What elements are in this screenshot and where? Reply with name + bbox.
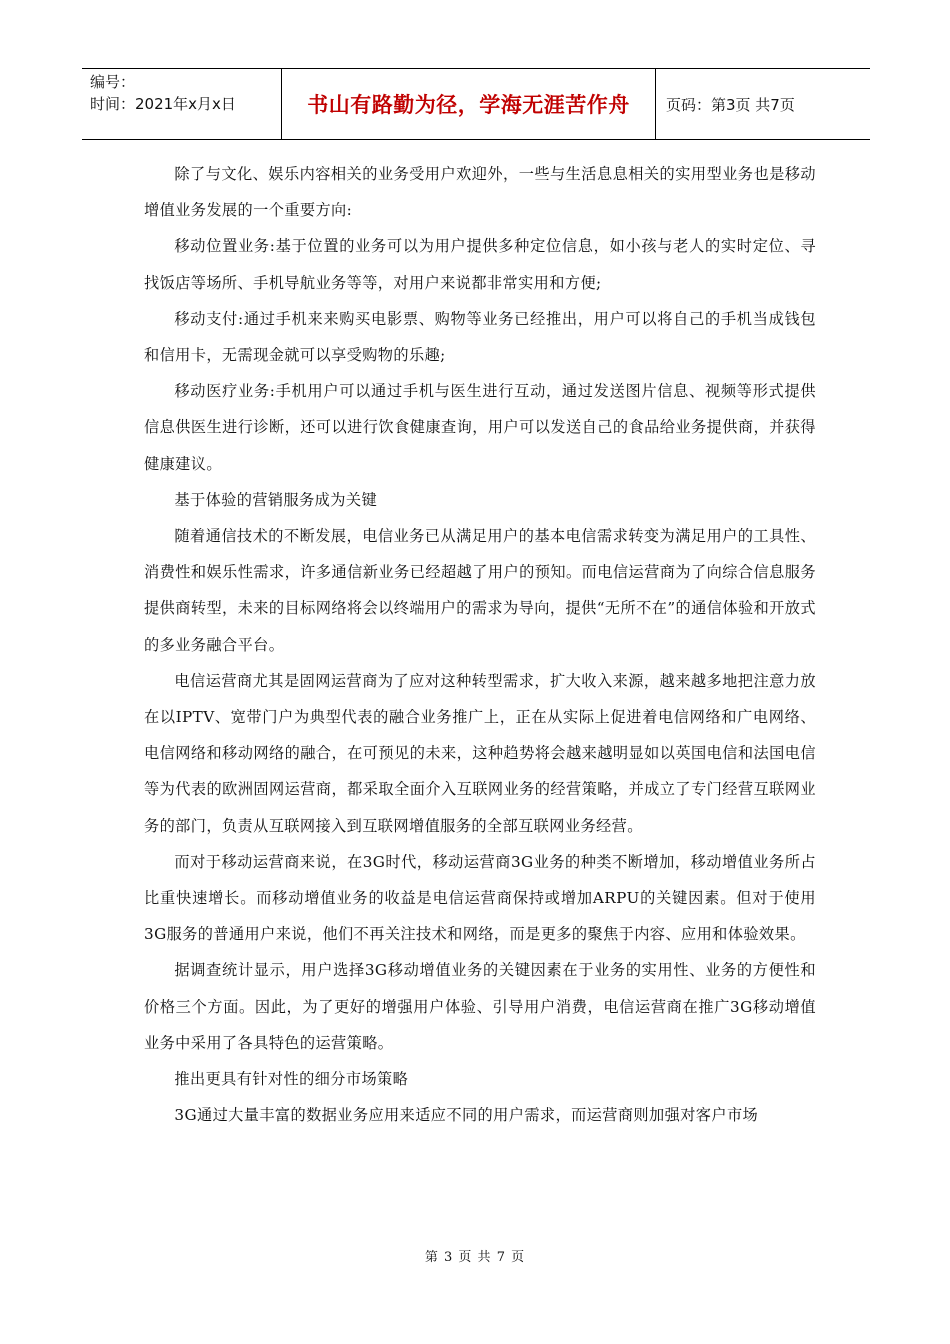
page-code: 页码：第3页 共7页 xyxy=(666,95,795,114)
section-heading: 推出更具有针对性的细分市场策略 xyxy=(174,1070,409,1089)
page-footer xyxy=(0,1246,950,1265)
paragraph: 据调查统计显示，用户选择3G移动增值业务的关键因素在于业务的实用性、业务的方便性和价格三个方面。因此，为了更好的增强用户体验、引导用户消费，电信运营商在推广3G移动增值业务中采用了各具特色的运营策略。 xyxy=(144,961,816,1052)
motto: 书山有路勤为径，学海无涯苦作舟 xyxy=(307,93,630,117)
paragraph: 移动位置业务:基于位置的业务可以为用户提供多种定位信息，如小孩与老人的实时定位、寻找饭店等场所、手机导航业务等等，对用户来说都非常实用和方便; xyxy=(144,237,816,292)
paragraph: 随着通信技术的不断发展，电信业务已从满足用户的基本电信需求转变为满足用户的工具性、消费性和娱乐性需求，许多通信新业务已经超越了用户的预知。而电信运营商为了向综合信息服务提供商转型，未来的目标网络将会以终端用户的需求为导向，提供“无所不在”的通信体验和开放式的多业务融合平台。 xyxy=(144,527,816,654)
header-meta xyxy=(82,69,282,139)
doc-number-label: 编号： xyxy=(90,73,136,91)
paragraph: 除了与文化、娱乐内容相关的业务受用户欢迎外，一些与生活息息相关的实用型业务也是移动增值业务发展的一个重要方向: xyxy=(144,165,816,220)
footer-page-number: 第 3 页 共 7 页 xyxy=(424,1250,526,1265)
paragraph: 3G通过大量丰富的数据业务应用来适应不同的用户需求，而运营商则加强对客户市场 xyxy=(174,1106,759,1125)
header-page-cell xyxy=(656,69,870,139)
section-heading: 基于体验的营销服务成为关键 xyxy=(174,490,378,509)
page-header xyxy=(82,68,870,140)
paragraph: 移动医疗业务:手机用户可以通过手机与医生进行互动，通过发送图片信息、视频等形式提供信息供医生进行诊断，还可以进行饮食健康查询，用户可以发送自己的食品给业务提供商，并获得健康建议。 xyxy=(144,382,816,473)
paragraph: 而对于移动运营商来说，在3G时代，移动运营商3G业务的种类不断增加，移动增值业务所占比重快速增长。而移动增值业务的收益是电信运营商保持或增加ARPU的关键因素。但对于使用3G服务的普通用户来说，他们不再关注技术和网络，而是更多的聚焦于内容、应用和体验效果。 xyxy=(144,852,816,944)
body-text xyxy=(144,156,816,1133)
header-motto-cell xyxy=(282,69,656,139)
paragraph: 移动支付:通过手机来来购买电影票、购物等业务已经推出，用户可以将自己的手机当成钱包和信用卡，无需现金就可以享受购物的乐趣; xyxy=(144,309,816,365)
date-label: 时间：2021年x月x日 xyxy=(90,95,236,113)
paragraph: 电信运营商尤其是固网运营商为了应对这种转型需求，扩大收入来源，越来越多地把注意力放在以IPTV、宽带门户为典型代表的融合业务推广上，正在从实际上促进着电信网络和广电网络、电信网络和移动网络的融合，在可预见的未来，这种趋势将会越来越明显如以英国电信和法国电信等为代表的欧洲固网运营商，都采取全面介入互联网业务的经营策略，并成立了专门经营互联网业务的部门，负责从互联网接入到互联网增值服务的全部互联网业务经营。 xyxy=(144,671,816,835)
